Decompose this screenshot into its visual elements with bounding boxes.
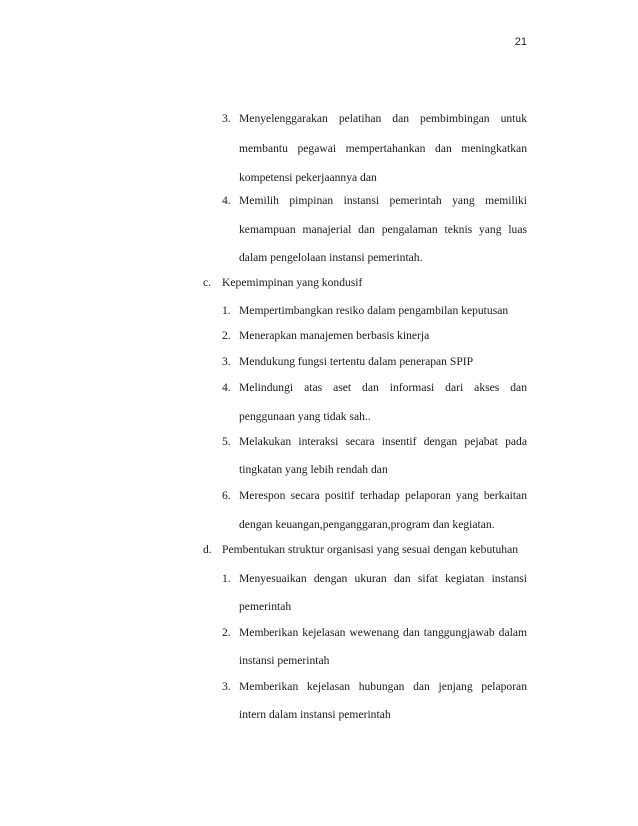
item-number: 1. bbox=[222, 572, 231, 585]
item-line: tingkatan yang lebih rendah dan bbox=[239, 463, 388, 476]
item-number: 4. bbox=[222, 194, 231, 207]
section-letter: c. bbox=[203, 276, 212, 289]
item-number: 4. bbox=[222, 381, 231, 394]
item-line: kompetensi pekerjaannya dan bbox=[239, 171, 377, 184]
item-line: intern dalam instansi pemerintah bbox=[239, 708, 391, 721]
item-number: 3. bbox=[222, 355, 231, 368]
item-line: Melakukan interaksi secara insentif dengan pejabat pada bbox=[239, 435, 527, 448]
item-line: dengan keuangan,penganggaran,program dan kegiatan. bbox=[239, 518, 495, 531]
item-line: membantu pegawai mempertahankan dan meningkatkan bbox=[239, 142, 527, 155]
item-number: 2. bbox=[222, 626, 231, 639]
item-line: Menyelenggarakan pelatihan dan pembimbingan untuk bbox=[239, 112, 527, 125]
item-line: pemerintah bbox=[239, 600, 292, 613]
section-letter: d. bbox=[203, 543, 212, 556]
item-number: 1. bbox=[222, 304, 231, 317]
section-title: Kepemimpinan yang kondusif bbox=[222, 276, 363, 289]
item-line: Melindungi atas aset dan informasi dari akses dan bbox=[239, 381, 527, 394]
item-line: Menerapkan manajemen berbasis kinerja bbox=[239, 329, 430, 342]
item-line: Mendukung fungsi tertentu dalam penerapan SPIP bbox=[239, 355, 474, 368]
item-line: penggunaan yang tidak sah.. bbox=[239, 410, 371, 423]
section-title: Pembentukan struktur organisasi yang sesuai dengan kebutuhan bbox=[222, 543, 519, 556]
item-number: 6. bbox=[222, 489, 231, 502]
item-number: 5. bbox=[222, 435, 231, 448]
item-line: Menyesuaikan dengan ukuran dan sifat kegiatan instansi bbox=[239, 572, 527, 585]
item-line: kemampuan manajerial dan pengalaman teknis yang luas bbox=[239, 223, 527, 236]
page-number: 21 bbox=[514, 36, 527, 48]
item-number: 3. bbox=[222, 112, 231, 125]
item-number: 2. bbox=[222, 329, 231, 342]
item-line: Memilih pimpinan instansi pemerintah yang memiliki bbox=[239, 194, 527, 207]
item-line: instansi pemerintah bbox=[239, 654, 330, 667]
item-line: Memberikan kejelasan hubungan dan jenjang pelaporan bbox=[239, 680, 527, 693]
item-line: Mempertimbangkan resiko dalam pengambilan keputusan bbox=[239, 304, 509, 317]
item-line: Merespon secara positif terhadap pelaporan yang berkaitan bbox=[239, 489, 527, 502]
item-line: Memberikan kejelasan wewenang dan tanggungjawab dalam bbox=[239, 626, 527, 639]
item-number: 3. bbox=[222, 680, 231, 693]
item-line: dalam pengelolaan instansi pemerintah. bbox=[239, 251, 423, 264]
